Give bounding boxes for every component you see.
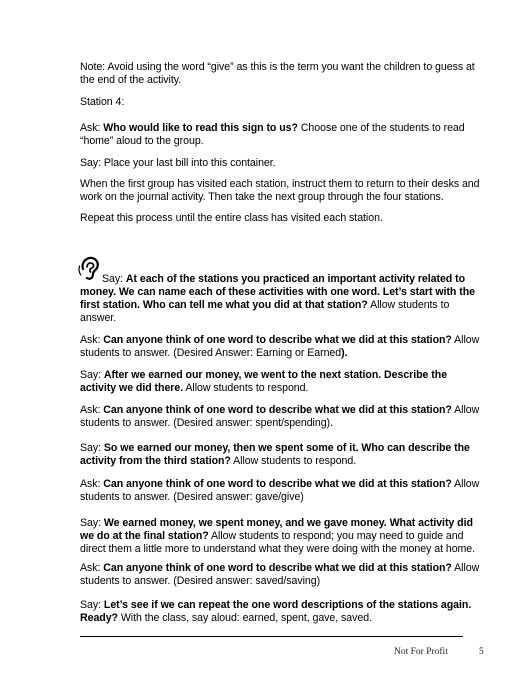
say-station-4 [80, 517, 480, 556]
ear-icon [78, 256, 100, 282]
say-script: So we earned our money, then we spent some of it. Who can describe the activity from the third station? [80, 442, 470, 467]
question-end: ). [341, 347, 348, 359]
intro-instruction: Allow students to answer. [80, 299, 450, 324]
say-station-2 [80, 369, 480, 395]
say-instruction: Allow students to respond. [230, 455, 357, 467]
ask-question-2 [80, 404, 480, 430]
say-instruction: Allow students to respond. [183, 382, 309, 394]
page-number: 5 [479, 647, 484, 657]
say-label: Say: [102, 273, 126, 285]
say-script: After we earned our money, we went to the next station. Describe the activity we did there. [80, 369, 448, 394]
say-script: Let’s see if we can repeat the one word descriptions of the stations again. Ready? [80, 599, 472, 624]
say-label: Say: [80, 599, 104, 611]
say-label: Say: [80, 517, 104, 529]
ask-question-1 [80, 334, 480, 360]
ask-label: Ask: [80, 122, 104, 134]
ask-label: Ask: [80, 404, 104, 416]
ask-question: Who would like to read this sign to us? [103, 122, 298, 134]
question-instruction: Allow students to answer. (Desired answer: spent/spending). [80, 404, 480, 429]
say-instruction: Allow students to respond; you may need to guide and direct them a little more to understand what they were doing with the money at home. [80, 530, 476, 555]
question-text: Can anyone think of one word to describe what we did at this station? [103, 404, 452, 416]
say-label: Say: [80, 369, 104, 381]
say-instruction: With the class, say aloud: earned, spent, gave, saved. [117, 612, 372, 624]
say-station-3 [80, 442, 480, 468]
question-text: Can anyone think of one word to describe what we did at this station? [103, 334, 452, 346]
ask-question-3 [80, 478, 480, 504]
say-label: Say: [80, 442, 104, 454]
station4-heading: Station 4: [80, 96, 125, 108]
ask-label: Ask: [80, 334, 104, 346]
ask-instruction: Choose one of the students to read “home” aloud to the group. [80, 122, 465, 147]
station4-ask [80, 122, 480, 148]
discussion-intro [80, 273, 480, 325]
ask-label: Ask: [80, 478, 104, 490]
question-text: Can anyone think of one word to describe what we did at this station? [103, 478, 452, 490]
footer-label: Not For Profit [394, 647, 448, 657]
question-instruction: Allow students to answer. (Desired Answer: Earning or Earned [80, 334, 480, 359]
question-instruction: Allow students to answer. (Desired answer: gave/give) [80, 478, 480, 503]
instructions-paragraph-2: Repeat this process until the entire class has visited each station. [80, 212, 383, 224]
say-script: We earned money, we spent money, and we gave money. What activity did we do at the final station? [80, 517, 473, 542]
ask-question-4 [80, 562, 480, 588]
question-instruction: Allow students to answer. (Desired answer: saved/saving) [80, 562, 480, 587]
footer-rule [80, 636, 463, 637]
instructions-paragraph-1: When the first group has visited each station, instruct them to return to their desks and work on the journal activity. Then take the next group through the four stations. [80, 178, 480, 203]
station4-say: Say: Place your last bill into this container. [80, 157, 276, 169]
question-text: Can anyone think of one word to describe what we did at this station? [103, 562, 452, 574]
note-paragraph: Note: Avoid using the word “give” as this is the term you want the children to guess at the end of the activity. [80, 61, 475, 86]
say-recap [80, 599, 480, 625]
intro-script: At each of the stations you practiced an important activity related to money. We can name each of these activities with one word. Let’s start with the first station. Who can tell me what you did at that station? [80, 273, 475, 311]
ask-label: Ask: [80, 562, 104, 574]
